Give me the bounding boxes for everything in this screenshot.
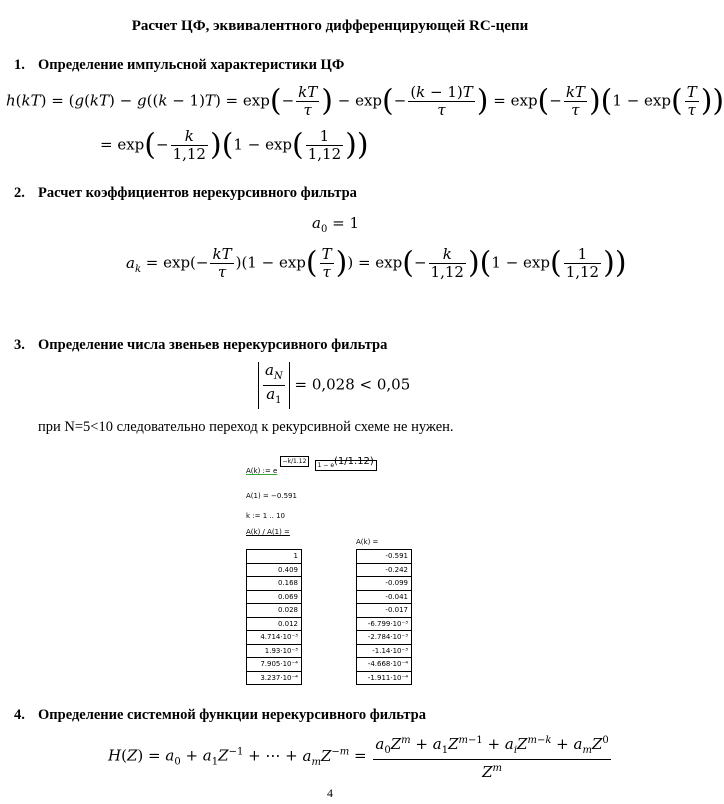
impulse-response-formula-numeric: = exp(− $\frac{k}{1,12}$ )(1 − exp( $\frac{1}{1,12}$ )) [100,127,369,163]
table-cell: -0.591 [357,550,411,564]
mathcad-ratio-label: A(k) / A(1) = [246,528,290,536]
table-cell: 4.714·10⁻³ [247,631,301,645]
table-cell: 0.028 [247,604,301,618]
a0-formula: $a_0 = 1$ [312,214,359,235]
system-function-formula: $H(Z) = a_0 + a_1Z^{-1}$ + ⋯ + $a_mZ^{-m}$ = $\frac{a_0Z^m + a_1Z^{m-1} + a_iZ^{m-k} + a_mZ^0}{Z^m}$ [108,732,613,781]
mathcad-worksheet [246,448,416,688]
table-cell: 3.237·10⁻⁴ [260,673,298,682]
table-cell: -0.041 [357,591,411,605]
table-cell: 1 [247,550,301,564]
table-cell: -0.017 [357,604,411,618]
section-1-heading: 1. Определение импульсной характеристики ЦФ [14,57,345,73]
table-cell: 0.069 [247,591,301,605]
impulse-response-formula: h(kT) = (g(kT) − g((k − 1)T) = exp(− $\frac{kT}{\tau}$ ) − exp(− $\frac{(k - 1)T}{\tau}$ ) = exp(− $\frac{kT}{\tau}$ )(1 − exp( $\frac{T}{\tau}$ )) [6,83,724,119]
page-number: 4 [327,786,333,800]
table-cell: 1.93·10⁻³ [247,645,301,659]
mathcad-range: k := 1 .. 10 [246,512,285,520]
table-cell: -6.799·10⁻³ [357,618,411,632]
table-cell: -1.911·10⁻⁴ [367,673,408,682]
page-title: Расчет ЦФ, эквивалентного дифференцирующей RC-цепи [131,18,529,34]
table-cell: 0.012 [247,618,301,632]
mathcad-ak-label: A(k) = [356,538,379,546]
table-cell: 0.168 [247,577,301,591]
mathcad-a1: A(1) = −0.591 [246,492,297,500]
table-cell: -0.099 [357,577,411,591]
ak-formula: $a_k = \exp(-$ $\frac{kT}{\tau}$ )(1 − exp( $\frac{T}{\tau}$ )) = exp(− $\frac{k}{1,12}$ )(1 − exp( $\frac{1}{1,12}$ )) [126,245,627,281]
table-cell: -4.668·10⁻⁴ [357,658,411,672]
table-cell: -1.14·10⁻³ [357,645,411,659]
ratio-formula: $\frac{a_N}{a_1}$ = 0,028 < 0,05 [258,362,410,409]
mathcad-ratio-table [246,549,302,685]
section-4-heading: 4. Определение системной функции нерекурсивного фильтра [14,707,426,723]
mathcad-ak-table [356,549,412,685]
table-cell: -0.242 [357,564,411,578]
table-cell: -2.784·10⁻³ [357,631,411,645]
section-3-heading: 3. Определение числа звеньев нерекурсивного фильтра [14,337,388,353]
section-3-conclusion: при N=5<10 следовательно переход к рекурсивной схеме не нужен. [38,419,454,435]
section-2-heading: 2. Расчет коэффициентов нерекурсивного фильтра [14,185,357,201]
table-cell: 0.409 [247,564,301,578]
mathcad-definition: A(k) := e −k/1.12 $1 - e^{(1/1.12)}$ [246,456,377,475]
table-cell: 7.905·10⁻⁴ [247,658,301,672]
